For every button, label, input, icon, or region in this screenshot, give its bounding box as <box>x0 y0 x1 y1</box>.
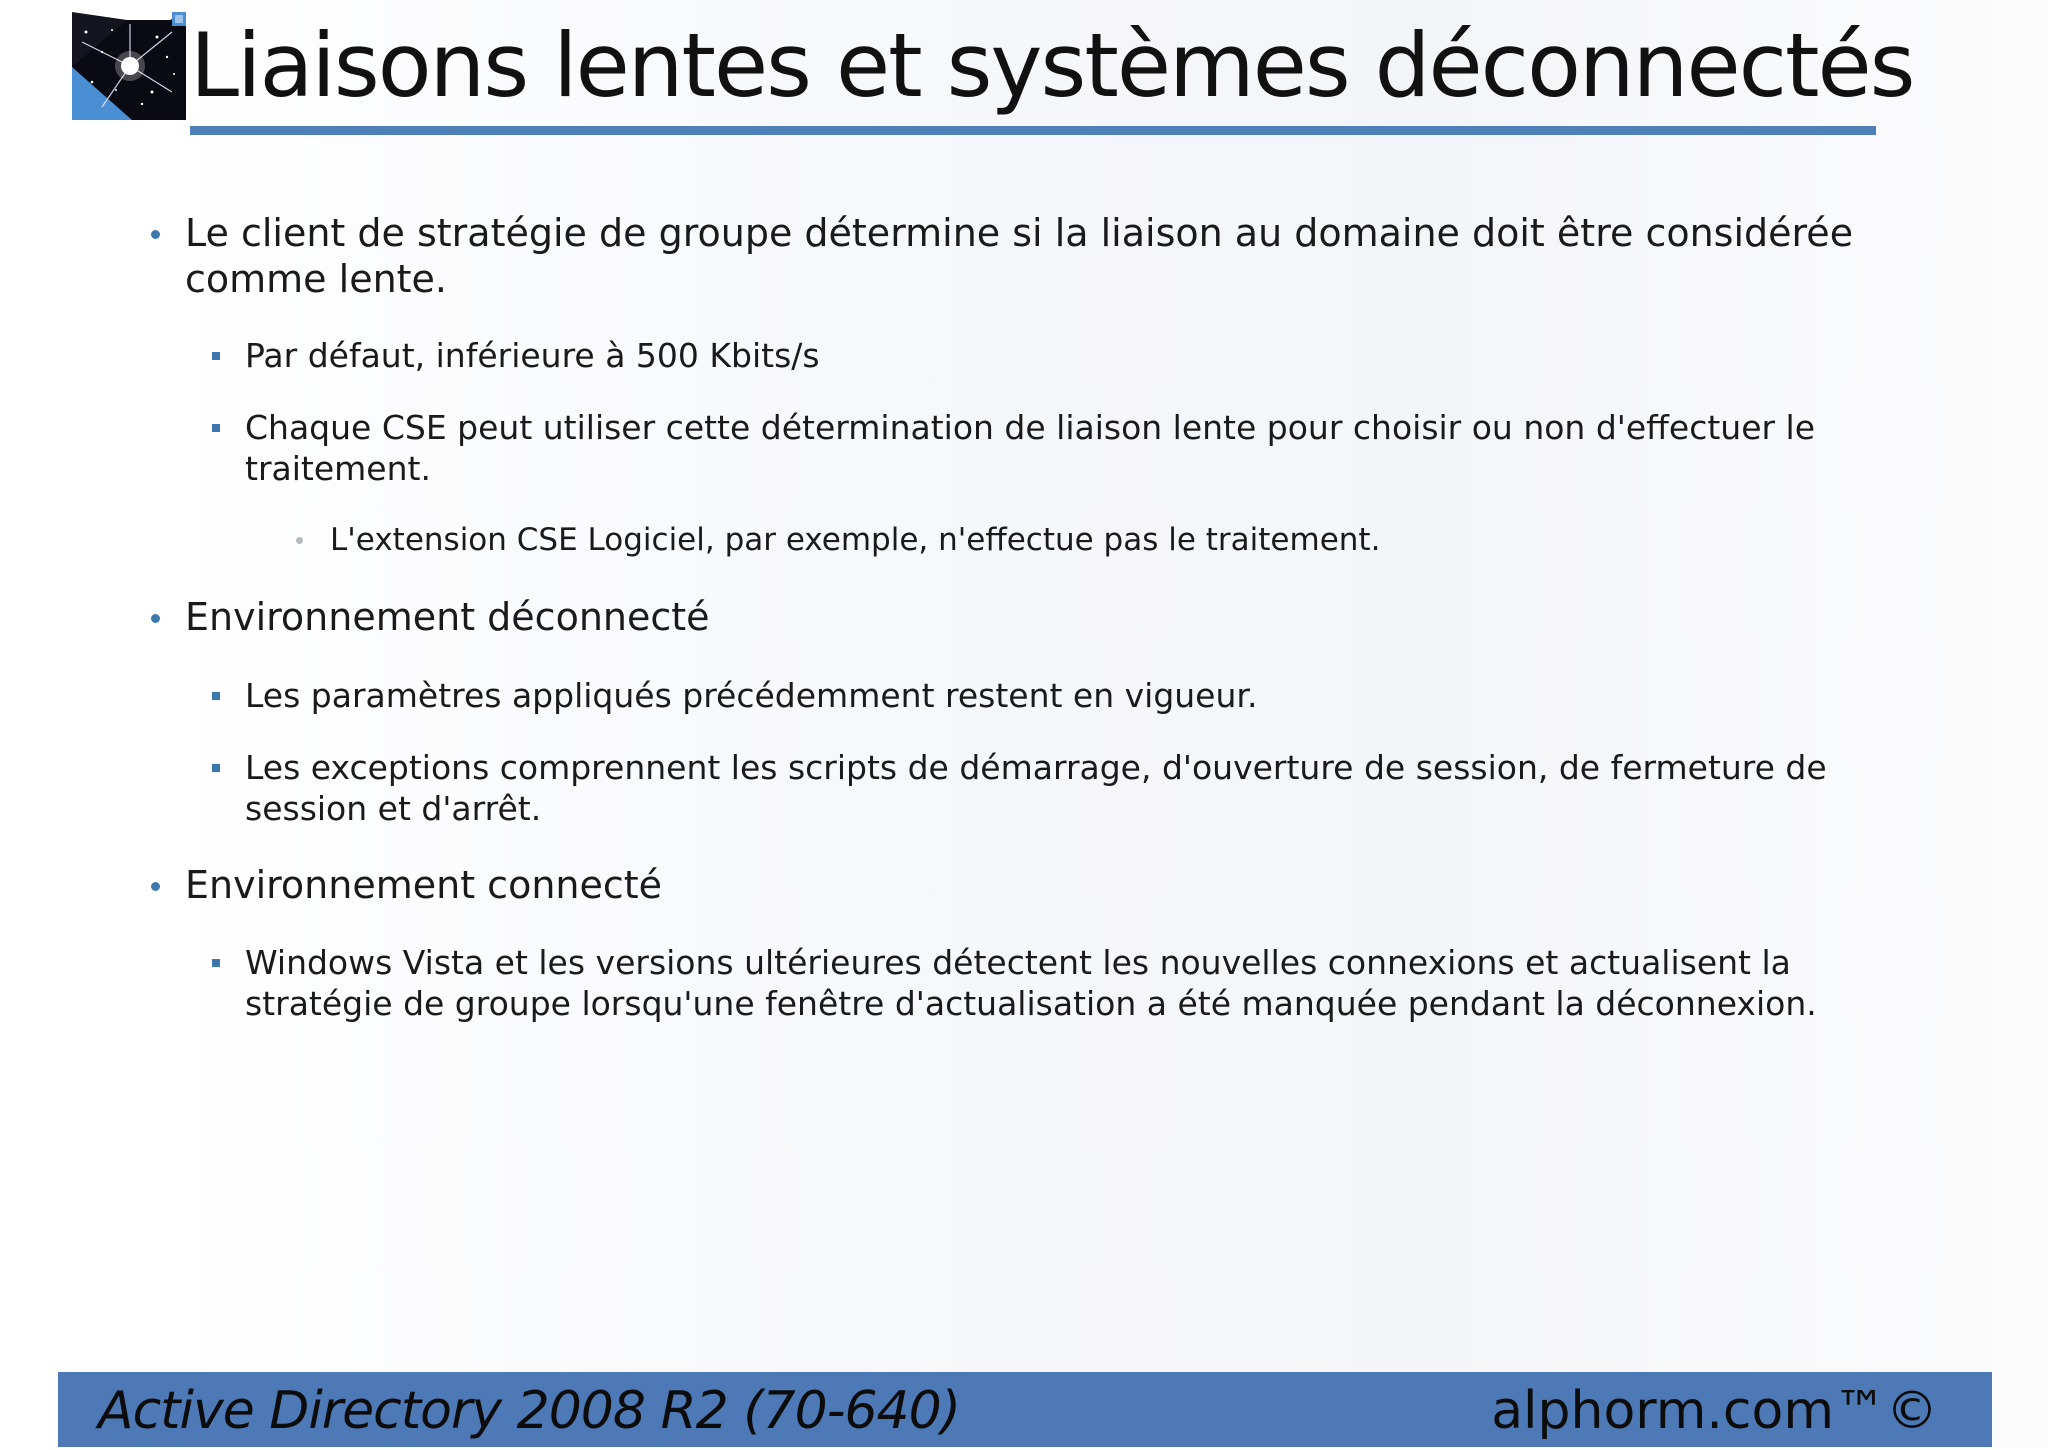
bullet-item <box>245 335 820 376</box>
bullet-dot-icon <box>151 882 160 891</box>
bullet-line: Chaque CSE peut utiliser cette détermination de liaison lente pour choisir ou non d'effectuer le <box>245 408 1816 447</box>
bullet-line: session et d'arrêt. <box>245 789 542 828</box>
bullet-line: Environnement déconnecté <box>185 595 710 639</box>
bullet-item <box>245 675 1257 716</box>
footer-course-title: Active Directory 2008 R2 (70-640) <box>98 1381 960 1441</box>
bullet-line: Par défaut, inférieure à 500 Kbits/s <box>245 336 820 375</box>
bullet-item <box>185 594 710 640</box>
bullet-square-icon <box>212 764 220 772</box>
bullet-line: traitement. <box>245 449 431 488</box>
footer-brand: alphorm.com™© <box>1491 1381 1938 1441</box>
bullet-line: Windows Vista et les versions ultérieures détectent les nouvelles connexions et actualisent la <box>245 943 1791 982</box>
bullet-item <box>245 942 1817 1024</box>
bullet-square-icon <box>212 959 220 967</box>
footer-bar <box>58 1372 1992 1447</box>
bullet-square-icon <box>212 692 220 700</box>
bullet-dot-icon <box>151 230 160 239</box>
bullet-line: Le client de stratégie de groupe détermine si la liaison au domaine doit être considérée <box>185 211 1854 255</box>
bullet-square-icon <box>212 424 220 432</box>
bullet-line: Les paramètres appliqués précédemment restent en vigueur. <box>245 676 1258 715</box>
bullet-line: comme lente. <box>185 257 448 301</box>
bullet-item <box>245 747 1827 829</box>
bullet-line: Environnement connecté <box>185 863 663 907</box>
bullet-dot-icon <box>151 614 160 623</box>
page-title: Liaisons lentes et systèmes déconnectés <box>190 14 1914 117</box>
bullet-item <box>185 210 1853 302</box>
bullet-item <box>185 862 662 908</box>
title-underline <box>190 126 1876 135</box>
bullet-line: L'extension CSE Logiciel, par exemple, n'effectue pas le traitement. <box>330 522 1381 558</box>
bullet-item <box>330 521 1380 559</box>
bullet-item <box>245 407 1815 489</box>
bullet-line: stratégie de groupe lorsqu'une fenêtre d'actualisation a été manquée pendant la déconnexion. <box>245 984 1817 1023</box>
bullet-line: Les exceptions comprennent les scripts de démarrage, d'ouverture de session, de fermeture de <box>245 748 1827 787</box>
bullet-dot-icon <box>296 537 303 544</box>
alphorm-star-logo-icon <box>72 12 186 120</box>
bullet-square-icon <box>212 352 220 360</box>
